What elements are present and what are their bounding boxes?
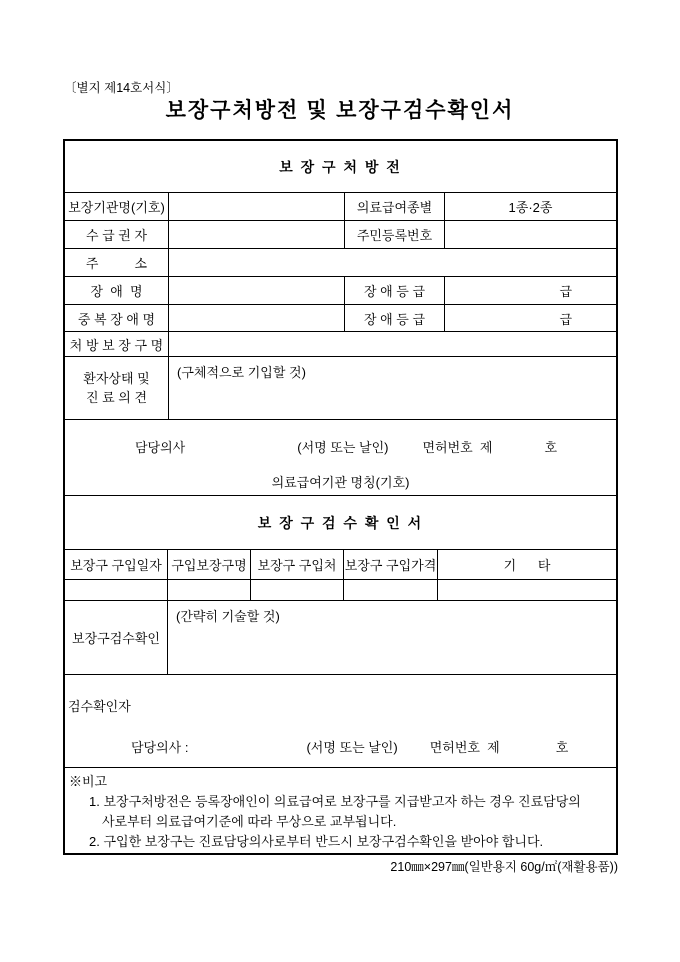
medical-org-label: 의료급여기관 명칭(기호) <box>271 475 410 490</box>
confirmer-license-no-unit: 호 <box>555 740 569 755</box>
device-label: 처 방 보 장 구 명 <box>65 332 169 356</box>
license-no-unit: 호 <box>544 440 558 455</box>
remarks-line: 사로부터 의료급여기준에 따라 무상으로 교부됩니다. <box>102 814 397 829</box>
doctor-signature-line <box>65 437 616 456</box>
prescription-section-title: 보 장 구 처 방 전 <box>279 158 402 175</box>
inspection-data-row <box>65 580 616 601</box>
form-code: 〔별지 제14호서식〕 <box>64 81 179 95</box>
patient-state-label <box>65 357 169 419</box>
form-row <box>65 249 616 277</box>
address-value-cell <box>169 249 616 276</box>
device-value-cell <box>169 332 616 356</box>
doctor-label: 담당의사 <box>135 440 186 455</box>
purchase-date-cell <box>65 580 168 600</box>
inspection-signature-block <box>65 675 616 768</box>
form-row <box>65 332 616 357</box>
form-row <box>65 277 616 305</box>
disability-grade-label: 장 애 등 급 <box>345 277 445 304</box>
inspection-confirm-note-cell: (간략히 기술할 것) <box>176 609 280 624</box>
inspection-section-row <box>65 496 616 550</box>
confirmer-label: 검수확인자 <box>68 699 131 714</box>
col-header-purchase-date: 보장구 구입일자 <box>65 550 168 579</box>
disability-grade-unit: 급 <box>559 284 572 299</box>
form-row <box>65 357 616 420</box>
document-title: 보장구처방전 및 보장구검수확인서 <box>165 98 515 122</box>
disability-value-cell <box>169 277 345 304</box>
inspection-confirm-label: 보장구검수확인 <box>65 601 168 674</box>
resident-no-label: 주민등록번호 <box>345 221 445 248</box>
multi-disability-grade-label: 장 애 등 급 <box>345 305 445 331</box>
multi-disability-grade-unit: 급 <box>559 311 572 327</box>
beneficiary-label: 수 급 권 자 <box>65 221 169 248</box>
price-cell <box>344 580 438 600</box>
remarks-line: 1. 보장구처방전은 등록장애인이 의료급여로 보장구를 지급받고자 하는 경우 진료담당의 <box>89 794 581 809</box>
sign-or-seal-note: (서명 또는 날인) <box>297 440 389 455</box>
agency-label: 보장기관명(기호) <box>65 193 169 220</box>
confirmer-doctor-label: 담당의사 : <box>131 740 189 755</box>
disability-label: 장 애 명 <box>65 277 169 304</box>
confirmer-license-no-label: 면허번호 제 <box>429 740 500 755</box>
col-header-price: 보장구 구입가격 <box>344 550 438 579</box>
benefit-type-value: 1종·2종 <box>508 200 553 215</box>
col-header-etc: 기 타 <box>503 558 551 573</box>
remarks-title: ※비고 <box>69 774 108 789</box>
address-label: 주 소 <box>65 249 169 276</box>
device-name-cell <box>168 580 251 600</box>
patient-state-label-line2: 진 료 의 견 <box>85 390 148 405</box>
resident-no-value-cell <box>445 221 616 248</box>
multi-disability-value-cell <box>169 305 345 331</box>
prescription-section-row <box>65 141 616 193</box>
patient-state-note-cell: (구체적으로 기입할 것) <box>177 365 306 380</box>
prescription-signature-block <box>65 420 616 496</box>
remarks-line: 2. 구입한 보장구는 진료담당의사로부터 반드시 보장구검수확인을 받아야 합니다. <box>89 834 544 849</box>
inspection-section-title: 보 장 구 검 수 확 인 서 <box>257 514 424 531</box>
form-table <box>63 139 618 855</box>
col-header-device-name: 구입보장구명 <box>168 550 251 579</box>
etc-cell <box>438 580 616 600</box>
form-row <box>65 193 616 221</box>
patient-state-label-line1: 환자상태 및 <box>83 371 150 386</box>
paper-size-note: 210㎜×297㎜(일반용지 60g/㎡(재활용품)) <box>390 860 618 874</box>
license-no-label: 면허번호 제 <box>422 440 493 455</box>
confirmer-sign-or-seal-note: (서명 또는 날인) <box>306 740 398 755</box>
form-row <box>65 305 616 332</box>
inspection-header-row <box>65 550 616 580</box>
multi-disability-label: 중 복 장 애 명 <box>65 305 169 331</box>
benefit-type-label: 의료급여종별 <box>345 193 445 220</box>
confirmer-signature-line <box>65 737 616 756</box>
vendor-cell <box>251 580 344 600</box>
form-row <box>65 601 616 675</box>
agency-value-cell <box>169 193 345 220</box>
remarks-block <box>65 768 616 853</box>
beneficiary-value-cell <box>169 221 345 248</box>
form-row <box>65 221 616 249</box>
col-header-vendor: 보장구 구입처 <box>251 550 344 579</box>
